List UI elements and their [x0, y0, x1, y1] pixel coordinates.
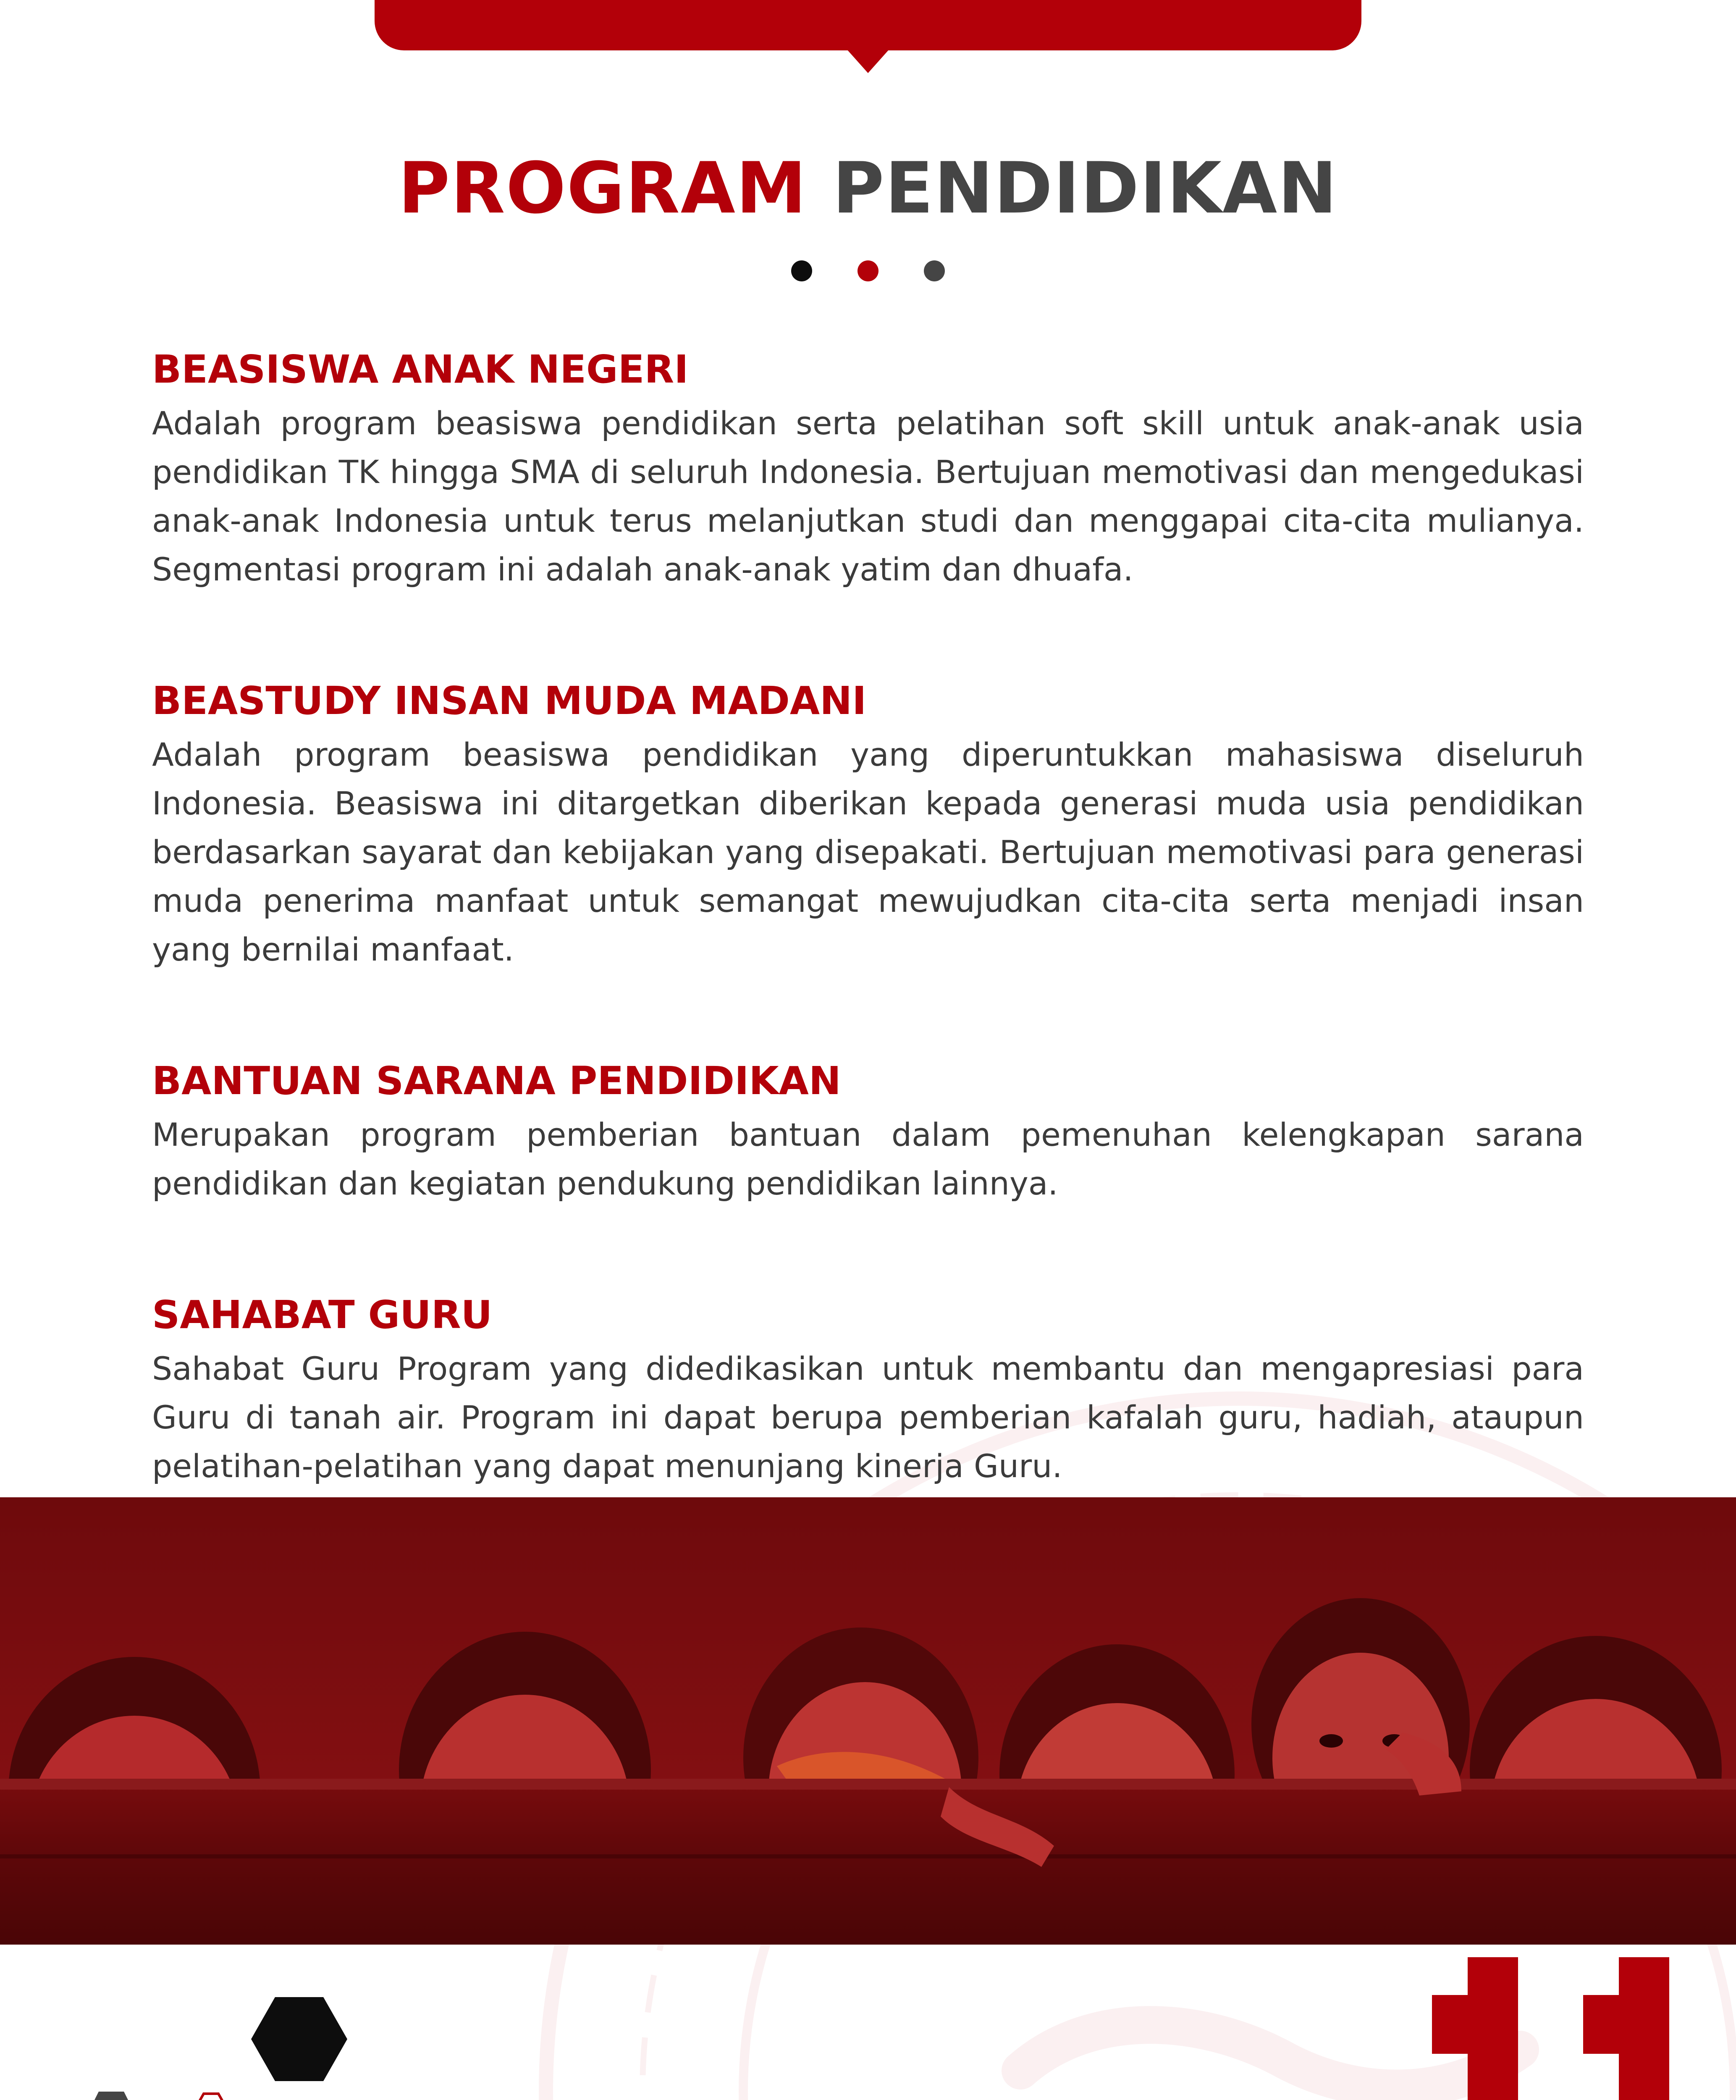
title-dots — [791, 260, 951, 281]
page-number-graphic — [1428, 1957, 1722, 2100]
hexagon-black — [251, 1997, 347, 2081]
dot-black — [791, 260, 812, 281]
section-body: Sahabat Guru Program yang didedikasikan untuk membantu dan mengapresiasi para Guru di tanah air. Program ini dapat berupa pemberian kafalah guru, hadiah, ataupun pelatihan-pelatihan yang dapat menunjang kinerja Guru. — [152, 1350, 1584, 1485]
page-title-part2: PENDIDIKAN — [832, 147, 1338, 229]
page-title — [0, 147, 1736, 229]
program-list — [152, 344, 1584, 1572]
hexagon-decoration — [80, 1991, 458, 2100]
section-body: Adalah program beasiswa pendidikan serta pelatihan soft skill untuk anak-anak usia pendidikan TK hingga SMA di seluruh Indonesia. Bertujuan memotivasi dan mengedukasi anak-anak Indonesia untuk terus melanjutkan studi dan menggapai cita-cita mulianya. Segmentasi program ini adalah anak-anak yatim dan dhuafa. — [152, 404, 1584, 588]
section-heading: BEASISWA ANAK NEGERI — [152, 347, 689, 392]
dot-red — [858, 260, 878, 281]
section-beasiswa-anak-negeri — [152, 344, 1584, 594]
children-photo — [0, 1497, 1736, 1945]
dot-gray — [924, 260, 945, 281]
page-title-part1: PROGRAM — [398, 147, 808, 229]
section-heading: BEASTUDY INSAN MUDA MADANI — [152, 678, 867, 723]
hexagon-gray — [86, 2092, 136, 2100]
top-tab-decoration — [375, 0, 1361, 50]
top-tab-notch — [847, 50, 889, 73]
section-beastudy-insan-muda-madani — [152, 676, 1584, 974]
section-sahabat-guru — [152, 1290, 1584, 1491]
section-body: Merupakan program pemberian bantuan dalam pemenuhan kelengkapan sarana pendidikan dan kegiatan pendukung pendidikan lainnya. — [152, 1116, 1584, 1202]
section-heading: SAHABAT GURU — [152, 1292, 493, 1337]
section-heading: BANTUAN SARANA PENDIDIKAN — [152, 1058, 841, 1103]
section-body: Adalah program beasiswa pendidikan yang diperuntukkan mahasiswa diseluruh Indonesia. Beasiswa ini ditargetkan diberikan kepada generasi muda usia pendidikan berdasarkan sayarat dan kebijakan yang disepakati. Bertujuan memotivasi para generasi muda penerima manfaat untuk semangat mewujudkan cita-cita serta menjadi insan yang bernilai manfaat. — [152, 736, 1584, 968]
section-bantuan-sarana-pendidikan — [152, 1056, 1584, 1208]
hexagon-red-outline — [197, 2094, 226, 2100]
